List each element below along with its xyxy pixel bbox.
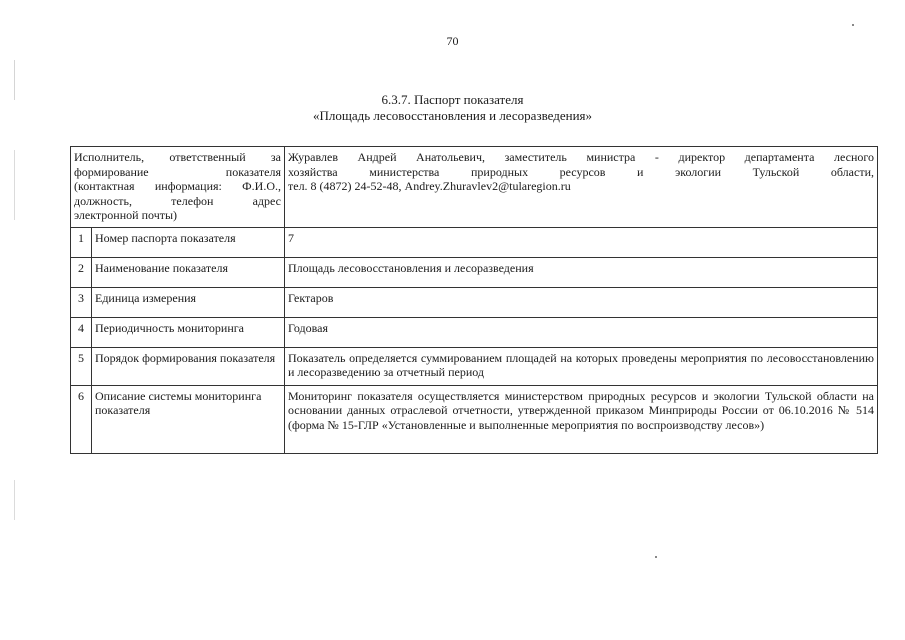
row-number: 2 [71,257,92,287]
row-number: 5 [71,347,92,385]
table-row [71,317,878,347]
table-row [71,385,878,453]
executor-label: Исполнитель, ответственный за формирование показателя (контактная информация: Ф.И.О., должность, телефон адрес электронной почты) [71,147,285,228]
scan-edge-mark [14,60,15,100]
row-label: Периодичность мониторинга [92,317,285,347]
table-row [71,287,878,317]
executor-value: Журавлев Андрей Анатольевич, заместитель министра - директор департамента лесного хозяйства министерства природных ресурсов и экологии Тульской области, тел. 8 (4872) 24-52-48, Andrey.Zhuravlev2@tularegion.ru [285,147,878,228]
row-value: Мониторинг показателя осуществляется министерством природных ресурсов и экологии Тульской области на основании данных отраслевой отчетности, утвержденной приказом Минприроды России от 06.10.2016 № 514 (форма № 15-ГЛР «Установленные и выполненные мероприятия по воспроизводству лесов») [285,385,878,453]
page-number: 70 [446,34,459,48]
section-title: 6.3.7. Паспорт показателя [381,92,524,107]
row-number: 6 [71,385,92,453]
table-row [71,347,878,385]
row-label: Номер паспорта показателя [92,227,285,257]
indicator-passport-table [70,146,878,454]
row-label: Наименование показателя [92,257,285,287]
row-value: Площадь лесовосстановления и лесоразведения [285,257,878,287]
table-row [71,227,878,257]
indicator-title: «Площадь лесовосстановления и лесоразведения» [312,108,593,123]
row-number: 3 [71,287,92,317]
row-label: Порядок формирования показателя [92,347,285,385]
row-value: Годовая [285,317,878,347]
row-number: 1 [71,227,92,257]
row-value: Показатель определяется суммированием площадей на которых проведены мероприятия по лесовосстановлению и лесоразведению за отчетный период [285,347,878,385]
document-title [0,92,905,124]
row-value: 7 [285,227,878,257]
scan-speck [852,24,854,26]
row-label: Единица измерения [92,287,285,317]
scan-edge-mark [14,150,15,220]
row-value: Гектаров [285,287,878,317]
scan-edge-mark [14,480,15,520]
row-number: 4 [71,317,92,347]
table-row-executor [71,147,878,228]
row-label: Описание системы мониторинга показателя [92,385,285,453]
scan-speck [655,556,657,558]
table-row [71,257,878,287]
